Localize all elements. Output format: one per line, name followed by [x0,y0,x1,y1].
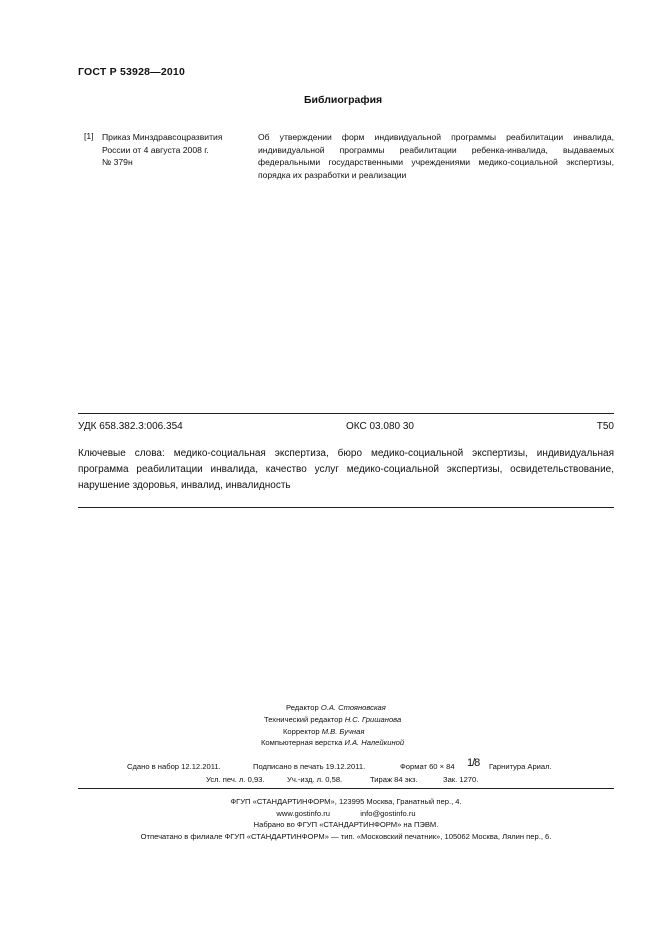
keywords-text: медико-социальная экспертиза, бюро медико-социальной экспертизы, индивидуальная программа реабилитации инвалида, качество услуг медико-социальной экспертизы, освидетельствование, нарушение здоровья, инвалид, инвалидность [78,448,614,491]
credit-name: О.А. Стояновская [320,703,386,712]
publisher-printed: Отпечатано в филиале ФГУП «СТАНДАРТИНФОРМ» — тип. «Московский печатник», 105062 Москва, Лялин пер., 6. [140,831,552,841]
credit-tech-editor [264,714,401,726]
credit-role: Технический редактор [264,715,343,724]
group-code: Т50 [596,421,614,432]
document-code: ГОСТ Р 53928—2010 [78,66,186,78]
print-run: Тираж 84 экз. [370,775,418,784]
bibliography-entry-number: [1] [84,131,94,141]
edition-sheets: Уч.-изд. л. 0,58. [287,775,343,784]
publisher-contacts [78,808,614,820]
divider-bottom [78,507,614,508]
credit-role: Корректор [283,727,320,736]
divider-publisher [78,788,614,789]
bibliography-entry-description: Об утверждении форм индивидуальной программы реабилитации инвалида, индивидуальной программы реабилитации ребенка-инвалида, выдаваемых федеральными государственными учреждениями медико-социальной экспертизы, порядка их разработки и реализации [258,132,614,180]
publisher-address: ФГУП «СТАНДАРТИНФОРМ», 123995 Москва, Гранатный пер., 4. [230,797,462,806]
credit-layout [261,737,404,749]
typeface: Гарнитура Ариал. [489,762,552,771]
signed-date: Подписано в печать 19.12.2011. [253,762,366,771]
keywords-block [78,446,614,494]
order-number: Зак. 1270. [443,775,479,784]
credit-name: М.В. Бучная [321,727,365,736]
credit-name: И.А. Налейкиной [344,738,405,747]
format-fraction: 1/8 [467,757,480,769]
credit-corrector [283,726,364,738]
submitted-date: Сдано в набор 12.12.2011. [127,762,221,771]
keywords-label: Ключевые слова: [78,448,165,459]
format-label: Формат 60 × 84 [400,762,455,771]
oks-code: ОКС 03.080 30 [346,421,414,432]
credit-role: Редактор [286,703,319,712]
publisher-block [78,796,614,842]
bibliography-title: Библиография [304,94,383,106]
udk-code: УДК 658.382.3:006.354 [78,421,183,432]
publisher-email: info@gostinfo.ru [360,808,416,818]
publisher-website: www.gostinfo.ru [276,808,330,818]
bibliography-source-line: Приказ Минздравсоцразвития [102,132,223,142]
credit-editor [286,702,386,714]
bibliography-source-line: № 379н [102,157,133,168]
credit-name: Н.С. Гришанова [344,715,402,724]
bibliography-entry-source [102,131,252,169]
publisher-typeset: Набрано во ФГУП «СТАНДАРТИНФОРМ» на ПЭВМ. [253,820,439,829]
print-sheets: Усл. печ. л. 0,93. [206,775,265,784]
bibliography-source-line: России от 4 августа 2008 г. [102,144,209,155]
credit-role: Компьютерная верстка [261,738,343,747]
divider-top [78,413,614,414]
